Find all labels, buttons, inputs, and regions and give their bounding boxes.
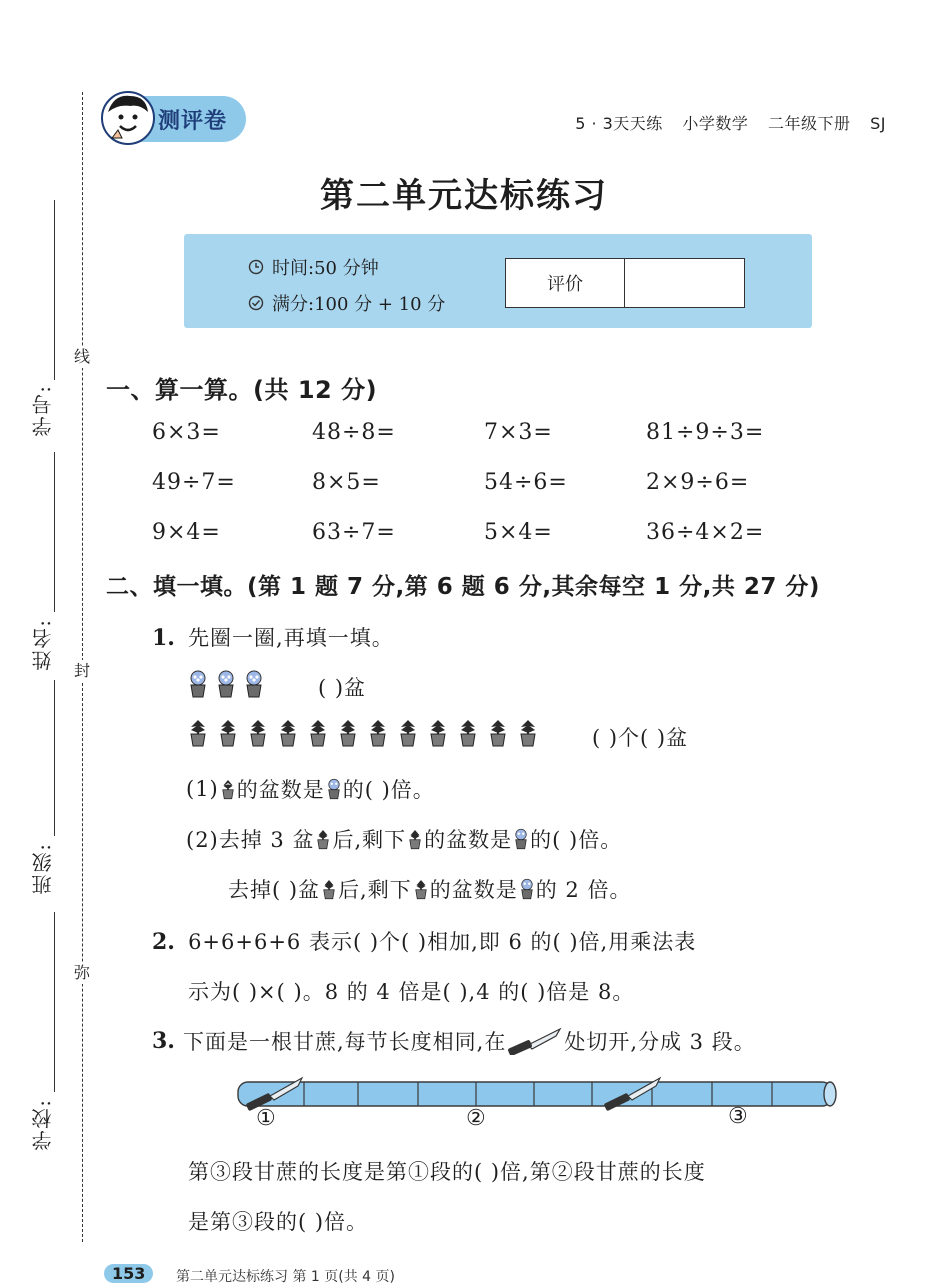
calc-item[interactable]: 7×3= — [484, 420, 553, 445]
label-xuehao: 学号: — [31, 384, 55, 437]
sub3-end: 的 2 倍。 — [535, 878, 632, 902]
calc-item[interactable]: 81÷9÷3= — [646, 420, 765, 445]
sub1-blank[interactable]: 的( )倍。 — [342, 778, 435, 802]
sub2-blank[interactable]: 的( )倍。 — [530, 828, 623, 852]
plant-pot-icon — [320, 877, 338, 901]
evaluation-label: 评价 — [506, 259, 625, 307]
sub2-mid2: 的盆数是 — [424, 828, 513, 852]
score-info — [248, 290, 445, 316]
xuexiao-fill-line[interactable] — [54, 912, 55, 1092]
series-header — [561, 111, 886, 134]
plant-pot-icon — [396, 718, 420, 748]
flower-pot-icon — [214, 670, 238, 698]
q2-line2[interactable]: 示为( )×( )。8 的 4 倍是( ),4 的( )倍是 8。 — [188, 980, 635, 1004]
section1-heading: 一、算一算。(共 12 分) — [106, 376, 378, 404]
sub2-mid: 后,剩下 — [332, 828, 407, 852]
question-number: 2. — [152, 929, 175, 955]
sub2-prefix: (2)去掉 3 盆 — [186, 828, 315, 852]
calc-item[interactable]: 48÷8= — [312, 420, 396, 445]
label-banji: 班级: — [31, 842, 55, 895]
banji-fill-line[interactable] — [54, 680, 55, 836]
flower-pot-icon — [242, 670, 266, 698]
plant-pot-icon — [216, 718, 240, 748]
calc-item[interactable]: 2×9÷6= — [646, 470, 750, 495]
flower-pot-icon — [325, 777, 343, 801]
sub3-mid: 后,剩下 — [338, 878, 412, 902]
sub1-mid: 的盆数是 — [236, 778, 325, 802]
q3-text-a: 下面是一根甘蔗,每节长度相同,在 — [182, 1030, 507, 1054]
question-number: 1. — [152, 625, 175, 651]
question-1 — [152, 622, 394, 652]
plant-pot-icon — [412, 877, 430, 901]
binding-mark-mi: 弥 — [71, 962, 93, 984]
segment-label-1: ① — [256, 1106, 276, 1131]
score-text: 满分:100 分 + 10 分 — [272, 294, 446, 315]
plant-pot-icon — [406, 827, 424, 851]
calc-item[interactable]: 5×4= — [484, 520, 553, 545]
calc-item[interactable]: 54÷6= — [484, 470, 568, 495]
calc-item[interactable]: 49÷7= — [152, 470, 236, 495]
clock-icon — [248, 259, 264, 275]
page-number: 153 — [104, 1264, 153, 1283]
question-number: 3. — [152, 1028, 175, 1054]
label-xingming: 姓名: — [31, 618, 55, 671]
question-3 — [152, 1026, 756, 1056]
binding-mark-feng: 封 — [71, 660, 93, 682]
xingming-fill-line[interactable] — [54, 452, 55, 612]
segment-label-2: ② — [466, 1106, 486, 1131]
knife-icon — [506, 1027, 564, 1055]
page-title: 第二单元达标练习 — [320, 176, 608, 216]
plant-pot-icon — [426, 718, 450, 748]
calc-item[interactable]: 8×5= — [312, 470, 381, 495]
xuehao-fill-line[interactable] — [54, 200, 55, 380]
flower-count-blank[interactable]: ( )盆 — [318, 676, 367, 700]
plant-pot-icon — [219, 777, 237, 801]
plant-pot-icon — [246, 718, 270, 748]
series-name: 5 · 3天天练 — [575, 114, 663, 133]
plant-pot-icon — [276, 718, 300, 748]
flower-pot-icon — [518, 877, 536, 901]
calc-item[interactable]: 9×4= — [152, 520, 221, 545]
flower-pot-icon — [512, 827, 530, 851]
plant-pot-row — [186, 718, 540, 748]
flower-pot-row — [186, 670, 266, 698]
subject-name: 小学数学 — [682, 114, 749, 133]
q3-text-b: 处切开,分成 3 段。 — [564, 1030, 756, 1054]
edition-code: SJ — [870, 114, 886, 133]
question-2 — [152, 926, 696, 956]
flower-pot-icon — [186, 670, 210, 698]
q1-sub2 — [186, 824, 622, 854]
time-info — [248, 254, 379, 280]
section2-heading: 二、填一填。(第 1 题 7 分,第 6 题 6 分,其余每空 1 分,共 27 分) — [106, 574, 820, 600]
check-circle-icon — [248, 295, 264, 311]
label-xuexiao: 学校: — [31, 1098, 55, 1151]
grade-name: 二年级下册 — [768, 114, 851, 133]
sub3-prefix-blank[interactable]: 去掉( )盆 — [228, 878, 321, 902]
mascot-boy-icon — [100, 90, 156, 146]
calc-item[interactable]: 36÷4×2= — [646, 520, 765, 545]
plant-pot-icon — [366, 718, 390, 748]
plant-pot-icon — [336, 718, 360, 748]
segment-label-3: ③ — [728, 1104, 748, 1129]
plant-pot-icon — [486, 718, 510, 748]
sub3-mid2: 的盆数是 — [429, 878, 518, 902]
sub1-prefix: (1) — [186, 777, 219, 801]
evaluation-input[interactable] — [625, 259, 744, 307]
evaluation-box — [505, 258, 745, 308]
badge-label: 测评卷 — [158, 109, 228, 134]
plant-group-blank[interactable]: ( )个( )盆 — [592, 726, 689, 750]
footer-text: 第二单元达标练习 第 1 页(共 4 页) — [176, 1269, 395, 1285]
q1-sub3 — [228, 874, 631, 904]
q1-sub1 — [186, 774, 435, 804]
calc-item[interactable]: 63÷7= — [312, 520, 396, 545]
plant-pot-icon — [516, 718, 540, 748]
question-text: 先圈一圈,再填一填。 — [188, 626, 394, 650]
plant-pot-icon — [186, 718, 210, 748]
time-text: 时间:50 分钟 — [272, 258, 379, 279]
calc-item[interactable]: 6×3= — [152, 420, 221, 445]
q3-line2[interactable]: 是第③段的( )倍。 — [188, 1210, 369, 1234]
q3-line1[interactable]: 第③段甘蔗的长度是第①段的( )倍,第②段甘蔗的长度 — [188, 1160, 706, 1184]
binding-mark-xian: 线 — [71, 346, 93, 368]
sugar-cane-figure — [232, 1076, 842, 1138]
plant-pot-icon — [306, 718, 330, 748]
plant-pot-icon — [314, 827, 332, 851]
plant-pot-icon — [456, 718, 480, 748]
q2-line1[interactable]: 6+6+6+6 表示( )个( )相加,即 6 的( )倍,用乘法表 — [188, 930, 697, 954]
